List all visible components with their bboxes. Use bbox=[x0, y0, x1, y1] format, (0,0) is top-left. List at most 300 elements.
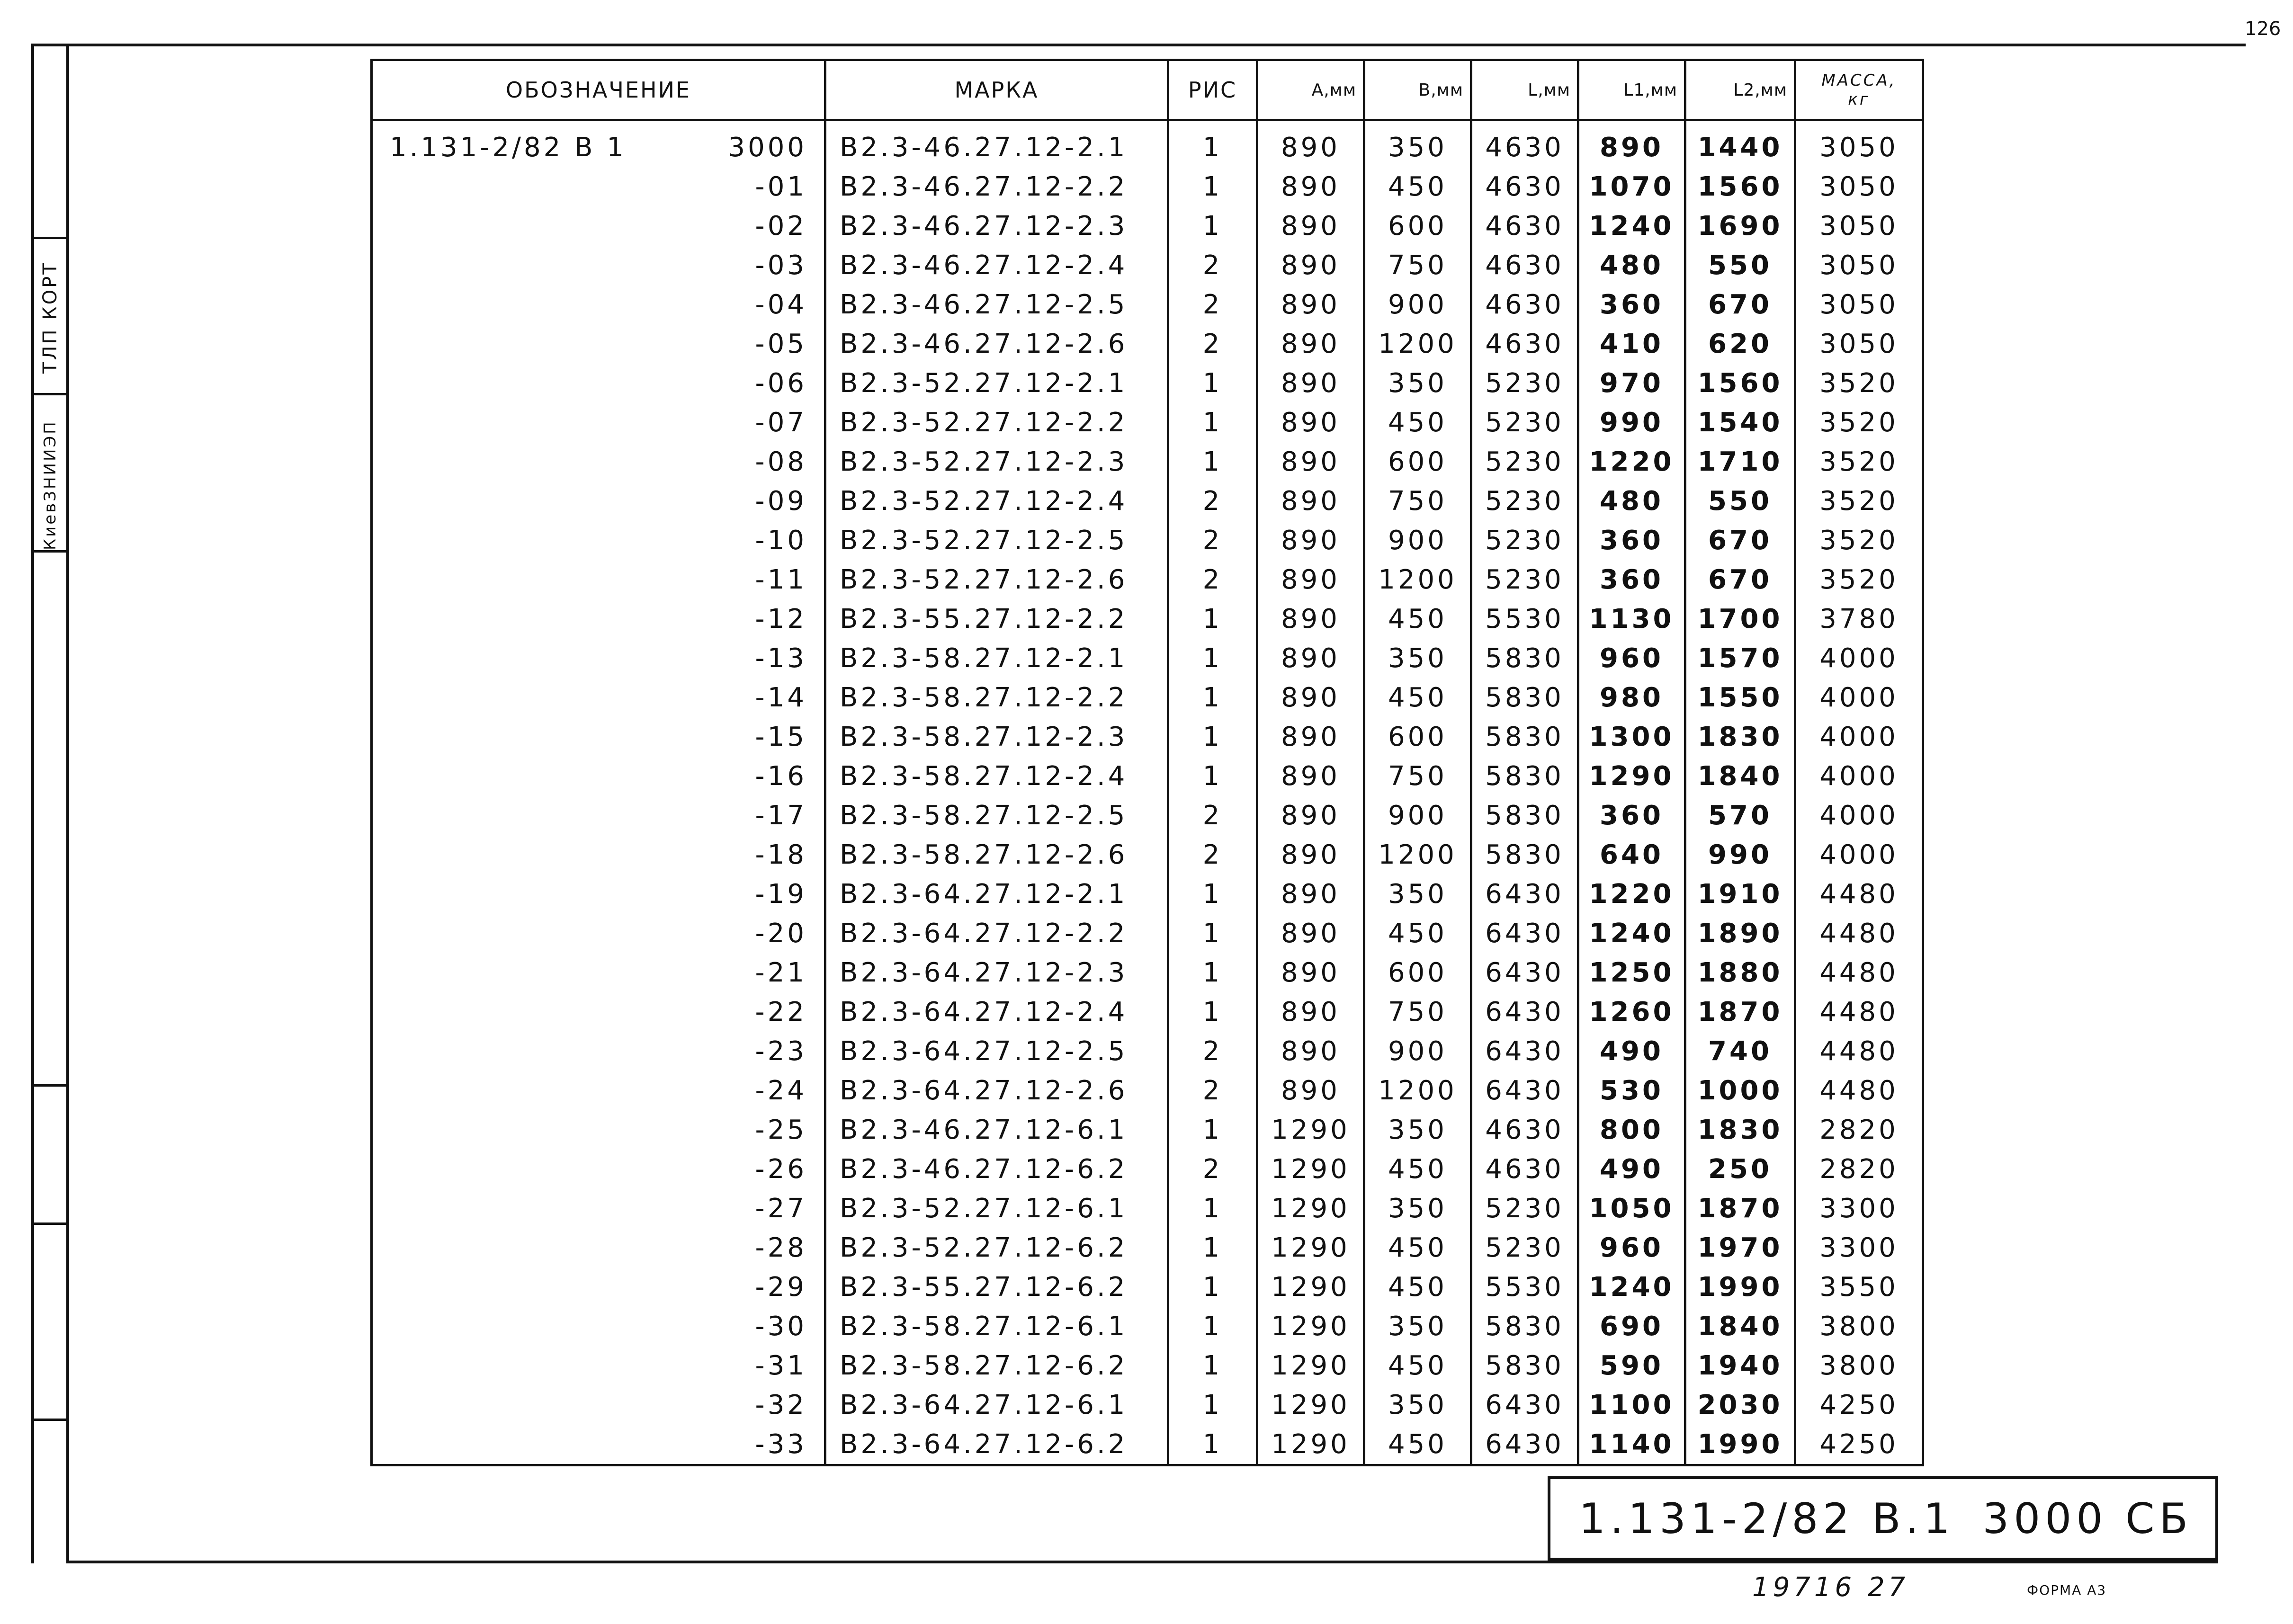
cell-designation bbox=[372, 1071, 825, 1110]
cell-mark: В2.3-52.27.12-2.5 bbox=[825, 521, 1168, 560]
cell-a: 890 bbox=[1257, 914, 1364, 953]
cell-mark: В2.3-64.27.12-2.2 bbox=[825, 914, 1168, 953]
header-fig: РИС bbox=[1168, 60, 1257, 120]
cell-l1: 1220 bbox=[1578, 874, 1685, 914]
page-number: 126 bbox=[2245, 18, 2281, 40]
table-row bbox=[372, 403, 1923, 442]
designation-code: -20 bbox=[755, 918, 807, 949]
frame-top-line bbox=[66, 44, 2246, 46]
cell-l: 6430 bbox=[1471, 874, 1578, 914]
header-l2: L2,мм bbox=[1685, 60, 1795, 120]
designation-code: -17 bbox=[755, 800, 807, 831]
cell-designation bbox=[372, 364, 825, 403]
cell-fig: 2 bbox=[1168, 482, 1257, 521]
cell-mass: 3520 bbox=[1795, 521, 1923, 560]
table-header-row bbox=[372, 60, 1923, 120]
cell-l2: 1700 bbox=[1685, 599, 1795, 639]
table-row bbox=[372, 167, 1923, 206]
cell-l2: 550 bbox=[1685, 482, 1795, 521]
designation-code: -22 bbox=[755, 997, 807, 1027]
cell-fig: 2 bbox=[1168, 246, 1257, 285]
cell-a: 890 bbox=[1257, 324, 1364, 364]
cell-designation bbox=[372, 678, 825, 717]
cell-l: 4630 bbox=[1471, 167, 1578, 206]
cell-mass: 2820 bbox=[1795, 1150, 1923, 1189]
cell-mass: 3050 bbox=[1795, 285, 1923, 324]
table-row bbox=[372, 1189, 1923, 1228]
cell-mark: В2.3-64.27.12-2.4 bbox=[825, 992, 1168, 1032]
cell-designation bbox=[372, 992, 825, 1032]
cell-l: 5830 bbox=[1471, 1307, 1578, 1346]
designation-code: -12 bbox=[755, 604, 807, 634]
cell-a: 890 bbox=[1257, 246, 1364, 285]
cell-mass: 3050 bbox=[1795, 246, 1923, 285]
cell-l: 4630 bbox=[1471, 120, 1578, 168]
cell-mass: 3520 bbox=[1795, 442, 1923, 482]
table-row bbox=[372, 120, 1923, 168]
cell-b: 600 bbox=[1364, 206, 1471, 246]
margin-strip-top bbox=[31, 44, 69, 46]
cell-designation bbox=[372, 482, 825, 521]
cell-mass: 4480 bbox=[1795, 874, 1923, 914]
designation-code: -33 bbox=[755, 1429, 807, 1460]
cell-l: 5830 bbox=[1471, 1346, 1578, 1385]
cell-l: 6430 bbox=[1471, 914, 1578, 953]
table-row bbox=[372, 678, 1923, 717]
header-l1: L1,мм bbox=[1578, 60, 1685, 120]
cell-b: 450 bbox=[1364, 167, 1471, 206]
cell-l2: 670 bbox=[1685, 521, 1795, 560]
cell-l1: 1250 bbox=[1578, 953, 1685, 992]
cell-a: 1290 bbox=[1257, 1425, 1364, 1465]
table-row bbox=[372, 560, 1923, 599]
cell-mark: В2.3-64.27.12-2.5 bbox=[825, 1032, 1168, 1071]
cell-l2: 620 bbox=[1685, 324, 1795, 364]
cell-l: 4630 bbox=[1471, 324, 1578, 364]
cell-designation bbox=[372, 914, 825, 953]
cell-mass: 4480 bbox=[1795, 1071, 1923, 1110]
cell-b: 1200 bbox=[1364, 560, 1471, 599]
cell-mass: 3520 bbox=[1795, 364, 1923, 403]
cell-mark: В2.3-58.27.12-2.2 bbox=[825, 678, 1168, 717]
cell-fig: 1 bbox=[1168, 874, 1257, 914]
table-row bbox=[372, 835, 1923, 874]
cell-fig: 1 bbox=[1168, 1189, 1257, 1228]
cell-b: 350 bbox=[1364, 874, 1471, 914]
designation-code: -24 bbox=[755, 1075, 807, 1106]
cell-designation bbox=[372, 1267, 825, 1307]
cell-mass: 3800 bbox=[1795, 1307, 1923, 1346]
cell-mark: В2.3-46.27.12-2.4 bbox=[825, 246, 1168, 285]
cell-b: 750 bbox=[1364, 992, 1471, 1032]
cell-fig: 1 bbox=[1168, 717, 1257, 757]
designation-code: -28 bbox=[755, 1232, 807, 1263]
cell-l2: 1440 bbox=[1685, 120, 1795, 168]
cell-fig: 1 bbox=[1168, 167, 1257, 206]
cell-mark: В2.3-46.27.12-2.1 bbox=[825, 120, 1168, 168]
cell-fig: 2 bbox=[1168, 1071, 1257, 1110]
cell-l2: 1840 bbox=[1685, 757, 1795, 796]
cell-b: 600 bbox=[1364, 953, 1471, 992]
cell-designation bbox=[372, 403, 825, 442]
cell-l2: 1830 bbox=[1685, 1110, 1795, 1150]
cell-l: 6430 bbox=[1471, 1425, 1578, 1465]
cell-mass: 4000 bbox=[1795, 678, 1923, 717]
cell-fig: 1 bbox=[1168, 442, 1257, 482]
cell-fig: 2 bbox=[1168, 560, 1257, 599]
cell-mark: В2.3-55.27.12-6.2 bbox=[825, 1267, 1168, 1307]
cell-mass: 4480 bbox=[1795, 914, 1923, 953]
designation-code: -25 bbox=[755, 1115, 807, 1145]
cell-l: 5230 bbox=[1471, 403, 1578, 442]
frame-left-line bbox=[66, 44, 69, 1563]
cell-l: 5230 bbox=[1471, 560, 1578, 599]
cell-l2: 1970 bbox=[1685, 1228, 1795, 1267]
table-row bbox=[372, 874, 1923, 914]
cell-l: 5230 bbox=[1471, 482, 1578, 521]
cell-l2: 1880 bbox=[1685, 953, 1795, 992]
cell-mark: В2.3-58.27.12-2.1 bbox=[825, 639, 1168, 678]
table-row bbox=[372, 1425, 1923, 1465]
table-row bbox=[372, 796, 1923, 835]
table-row bbox=[372, 285, 1923, 324]
margin-strip-divider bbox=[31, 237, 69, 239]
table-row bbox=[372, 521, 1923, 560]
cell-l2: 1910 bbox=[1685, 874, 1795, 914]
cell-fig: 1 bbox=[1168, 914, 1257, 953]
cell-l1: 690 bbox=[1578, 1307, 1685, 1346]
cell-l1: 1240 bbox=[1578, 1267, 1685, 1307]
cell-l1: 360 bbox=[1578, 560, 1685, 599]
cell-b: 1200 bbox=[1364, 1071, 1471, 1110]
cell-a: 890 bbox=[1257, 206, 1364, 246]
cell-mass: 2820 bbox=[1795, 1110, 1923, 1150]
cell-a: 890 bbox=[1257, 992, 1364, 1032]
title-block-stamp bbox=[1548, 1476, 2218, 1561]
org-label-tlp-kort: ТЛП КОРТ bbox=[39, 261, 61, 374]
cell-a: 890 bbox=[1257, 167, 1364, 206]
cell-designation bbox=[372, 835, 825, 874]
designation-code: -31 bbox=[755, 1350, 807, 1381]
cell-designation bbox=[372, 757, 825, 796]
cell-mark: В2.3-52.27.12-2.6 bbox=[825, 560, 1168, 599]
cell-b: 750 bbox=[1364, 482, 1471, 521]
cell-fig: 2 bbox=[1168, 1032, 1257, 1071]
margin-strip-left bbox=[31, 44, 34, 1563]
margin-strip-divider bbox=[31, 550, 69, 553]
cell-a: 890 bbox=[1257, 874, 1364, 914]
table-row bbox=[372, 639, 1923, 678]
cell-mass: 3550 bbox=[1795, 1267, 1923, 1307]
margin-strip-divider bbox=[31, 393, 69, 395]
header-mass bbox=[1795, 60, 1923, 120]
cell-mark: В2.3-58.27.12-2.3 bbox=[825, 717, 1168, 757]
cell-l: 6430 bbox=[1471, 1385, 1578, 1425]
cell-a: 890 bbox=[1257, 120, 1364, 168]
cell-b: 900 bbox=[1364, 796, 1471, 835]
table-row bbox=[372, 1071, 1923, 1110]
cell-l2: 1560 bbox=[1685, 167, 1795, 206]
table-row bbox=[372, 953, 1923, 992]
table-row bbox=[372, 717, 1923, 757]
cell-l: 5530 bbox=[1471, 599, 1578, 639]
cell-designation bbox=[372, 1189, 825, 1228]
cell-l1: 1140 bbox=[1578, 1425, 1685, 1465]
cell-a: 890 bbox=[1257, 1071, 1364, 1110]
table-row bbox=[372, 206, 1923, 246]
cell-mass: 3520 bbox=[1795, 560, 1923, 599]
cell-b: 600 bbox=[1364, 717, 1471, 757]
cell-fig: 1 bbox=[1168, 1267, 1257, 1307]
cell-b: 1200 bbox=[1364, 835, 1471, 874]
margin-strip-divider bbox=[31, 1419, 69, 1421]
cell-l1: 530 bbox=[1578, 1071, 1685, 1110]
cell-mark: В2.3-52.27.12-2.3 bbox=[825, 442, 1168, 482]
cell-l1: 1100 bbox=[1578, 1385, 1685, 1425]
frame-bottom-line bbox=[66, 1561, 2218, 1563]
table-row bbox=[372, 1228, 1923, 1267]
cell-b: 450 bbox=[1364, 1150, 1471, 1189]
table-row bbox=[372, 1307, 1923, 1346]
cell-l2: 740 bbox=[1685, 1032, 1795, 1071]
cell-l2: 2030 bbox=[1685, 1385, 1795, 1425]
table-row bbox=[372, 442, 1923, 482]
cell-mass: 4000 bbox=[1795, 639, 1923, 678]
cell-mass: 3050 bbox=[1795, 167, 1923, 206]
cell-fig: 2 bbox=[1168, 1150, 1257, 1189]
cell-l: 6430 bbox=[1471, 953, 1578, 992]
cell-mark: В2.3-55.27.12-2.2 bbox=[825, 599, 1168, 639]
cell-b: 450 bbox=[1364, 678, 1471, 717]
cell-fig: 1 bbox=[1168, 678, 1257, 717]
designation-code: -23 bbox=[755, 1036, 807, 1067]
cell-l1: 590 bbox=[1578, 1346, 1685, 1385]
cell-mark: В2.3-46.27.12-2.6 bbox=[825, 324, 1168, 364]
cell-mass: 3520 bbox=[1795, 403, 1923, 442]
cell-mark: В2.3-58.27.12-2.4 bbox=[825, 757, 1168, 796]
cell-mark: В2.3-64.27.12-2.1 bbox=[825, 874, 1168, 914]
cell-l: 4630 bbox=[1471, 1110, 1578, 1150]
designation-code: -11 bbox=[755, 564, 807, 595]
cell-fig: 1 bbox=[1168, 1228, 1257, 1267]
cell-designation bbox=[372, 1307, 825, 1346]
cell-a: 890 bbox=[1257, 482, 1364, 521]
table-row bbox=[372, 1346, 1923, 1385]
cell-mark: В2.3-46.27.12-6.1 bbox=[825, 1110, 1168, 1150]
cell-l1: 1070 bbox=[1578, 167, 1685, 206]
cell-mark: В2.3-58.27.12-6.2 bbox=[825, 1346, 1168, 1385]
designation-code: -03 bbox=[755, 250, 807, 281]
cell-a: 1290 bbox=[1257, 1189, 1364, 1228]
designation-code: -04 bbox=[755, 289, 807, 320]
cell-l2: 1690 bbox=[1685, 206, 1795, 246]
cell-fig: 1 bbox=[1168, 992, 1257, 1032]
table-row bbox=[372, 1110, 1923, 1150]
cell-l: 5830 bbox=[1471, 717, 1578, 757]
header-designation: ОБОЗНАЧЕНИЕ bbox=[372, 60, 825, 120]
table-row bbox=[372, 599, 1923, 639]
designation-code: -05 bbox=[755, 329, 807, 359]
designation-code: -10 bbox=[755, 525, 807, 556]
cell-designation bbox=[372, 521, 825, 560]
cell-l1: 960 bbox=[1578, 1228, 1685, 1267]
cell-mark: В2.3-52.27.12-2.4 bbox=[825, 482, 1168, 521]
cell-designation bbox=[372, 324, 825, 364]
cell-designation bbox=[372, 120, 825, 168]
cell-b: 350 bbox=[1364, 364, 1471, 403]
designation-code: -30 bbox=[755, 1311, 807, 1342]
cell-a: 890 bbox=[1257, 364, 1364, 403]
cell-b: 600 bbox=[1364, 442, 1471, 482]
designation-code: -29 bbox=[755, 1272, 807, 1303]
cell-a: 1290 bbox=[1257, 1110, 1364, 1150]
designation-code: -09 bbox=[755, 486, 807, 517]
cell-designation bbox=[372, 717, 825, 757]
cell-l: 4630 bbox=[1471, 1150, 1578, 1189]
cell-designation bbox=[372, 1385, 825, 1425]
designation-code: -19 bbox=[755, 879, 807, 910]
table-row bbox=[372, 1032, 1923, 1071]
cell-a: 1290 bbox=[1257, 1385, 1364, 1425]
cell-b: 350 bbox=[1364, 1189, 1471, 1228]
stamp-code: 3000 СБ bbox=[1982, 1494, 2193, 1543]
cell-l: 5530 bbox=[1471, 1267, 1578, 1307]
cell-fig: 1 bbox=[1168, 1307, 1257, 1346]
cell-l2: 1940 bbox=[1685, 1346, 1795, 1385]
cell-a: 890 bbox=[1257, 835, 1364, 874]
cell-a: 890 bbox=[1257, 796, 1364, 835]
cell-b: 450 bbox=[1364, 1228, 1471, 1267]
cell-a: 890 bbox=[1257, 521, 1364, 560]
designation-code: -32 bbox=[755, 1390, 807, 1420]
cell-b: 350 bbox=[1364, 639, 1471, 678]
cell-designation bbox=[372, 285, 825, 324]
cell-l2: 1990 bbox=[1685, 1425, 1795, 1465]
table-body bbox=[372, 120, 1923, 1465]
cell-l1: 360 bbox=[1578, 521, 1685, 560]
designation-code: -06 bbox=[755, 368, 807, 399]
cell-a: 1290 bbox=[1257, 1150, 1364, 1189]
form-label: ФОРМА А3 bbox=[2027, 1582, 2107, 1598]
cell-mass: 4480 bbox=[1795, 992, 1923, 1032]
cell-mass: 3800 bbox=[1795, 1346, 1923, 1385]
cell-l: 5830 bbox=[1471, 796, 1578, 835]
cell-mass: 4480 bbox=[1795, 1032, 1923, 1071]
cell-l2: 1840 bbox=[1685, 1307, 1795, 1346]
cell-mass: 3300 bbox=[1795, 1189, 1923, 1228]
cell-l1: 980 bbox=[1578, 678, 1685, 717]
cell-l: 6430 bbox=[1471, 1032, 1578, 1071]
cell-mass: 3050 bbox=[1795, 120, 1923, 168]
cell-mark: В2.3-58.27.12-2.6 bbox=[825, 835, 1168, 874]
cell-mark: В2.3-58.27.12-2.5 bbox=[825, 796, 1168, 835]
cell-a: 1290 bbox=[1257, 1307, 1364, 1346]
cell-l2: 1000 bbox=[1685, 1071, 1795, 1110]
cell-designation bbox=[372, 1150, 825, 1189]
cell-b: 750 bbox=[1364, 246, 1471, 285]
cell-l1: 1240 bbox=[1578, 206, 1685, 246]
cell-mass: 3520 bbox=[1795, 482, 1923, 521]
table-row bbox=[372, 324, 1923, 364]
header-mass-label: МАССА, bbox=[1821, 71, 1897, 90]
designation-code: -16 bbox=[755, 761, 807, 792]
cell-l2: 1830 bbox=[1685, 717, 1795, 757]
cell-l2: 550 bbox=[1685, 246, 1795, 285]
cell-l: 5230 bbox=[1471, 442, 1578, 482]
cell-l1: 890 bbox=[1578, 120, 1685, 168]
cell-l2: 250 bbox=[1685, 1150, 1795, 1189]
cell-a: 890 bbox=[1257, 757, 1364, 796]
cell-l: 6430 bbox=[1471, 992, 1578, 1032]
cell-l1: 490 bbox=[1578, 1032, 1685, 1071]
table-row bbox=[372, 1150, 1923, 1189]
cell-l2: 670 bbox=[1685, 285, 1795, 324]
cell-l2: 1710 bbox=[1685, 442, 1795, 482]
cell-a: 890 bbox=[1257, 1032, 1364, 1071]
cell-a: 890 bbox=[1257, 599, 1364, 639]
cell-mark: В2.3-64.27.12-6.2 bbox=[825, 1425, 1168, 1465]
cell-designation bbox=[372, 796, 825, 835]
cell-l1: 360 bbox=[1578, 285, 1685, 324]
designation-code: -08 bbox=[755, 446, 807, 477]
cell-l1: 960 bbox=[1578, 639, 1685, 678]
cell-b: 450 bbox=[1364, 1346, 1471, 1385]
table-row bbox=[372, 914, 1923, 953]
table-row bbox=[372, 482, 1923, 521]
header-b: В,мм bbox=[1364, 60, 1471, 120]
cell-mark: В2.3-46.27.12-2.3 bbox=[825, 206, 1168, 246]
cell-fig: 2 bbox=[1168, 324, 1257, 364]
cell-l2: 1550 bbox=[1685, 678, 1795, 717]
cell-l: 5830 bbox=[1471, 757, 1578, 796]
cell-l: 4630 bbox=[1471, 206, 1578, 246]
cell-l2: 1870 bbox=[1685, 1189, 1795, 1228]
cell-designation bbox=[372, 639, 825, 678]
cell-a: 890 bbox=[1257, 678, 1364, 717]
cell-designation bbox=[372, 206, 825, 246]
cell-mark: В2.3-46.27.12-2.2 bbox=[825, 167, 1168, 206]
cell-fig: 1 bbox=[1168, 403, 1257, 442]
cell-mass: 4480 bbox=[1795, 953, 1923, 992]
cell-b: 450 bbox=[1364, 403, 1471, 442]
cell-b: 450 bbox=[1364, 1425, 1471, 1465]
table-row bbox=[372, 757, 1923, 796]
cell-designation bbox=[372, 1032, 825, 1071]
cell-l1: 360 bbox=[1578, 796, 1685, 835]
cell-a: 1290 bbox=[1257, 1346, 1364, 1385]
cell-mass: 4000 bbox=[1795, 835, 1923, 874]
table-row bbox=[372, 246, 1923, 285]
cell-mass: 3780 bbox=[1795, 599, 1923, 639]
cell-a: 890 bbox=[1257, 442, 1364, 482]
cell-mass: 4000 bbox=[1795, 757, 1923, 796]
cell-l: 5230 bbox=[1471, 521, 1578, 560]
cell-l1: 1240 bbox=[1578, 914, 1685, 953]
cell-mark: В2.3-46.27.12-2.5 bbox=[825, 285, 1168, 324]
cell-l: 6430 bbox=[1471, 1071, 1578, 1110]
specification-table bbox=[370, 59, 1924, 1466]
cell-l: 4630 bbox=[1471, 285, 1578, 324]
cell-a: 890 bbox=[1257, 403, 1364, 442]
cell-designation bbox=[372, 599, 825, 639]
cell-designation bbox=[372, 1228, 825, 1267]
cell-l2: 1870 bbox=[1685, 992, 1795, 1032]
designation-code: -18 bbox=[755, 839, 807, 870]
cell-mark: В2.3-58.27.12-6.1 bbox=[825, 1307, 1168, 1346]
designation-code: -14 bbox=[755, 682, 807, 713]
cell-l: 5830 bbox=[1471, 678, 1578, 717]
cell-b: 750 bbox=[1364, 757, 1471, 796]
